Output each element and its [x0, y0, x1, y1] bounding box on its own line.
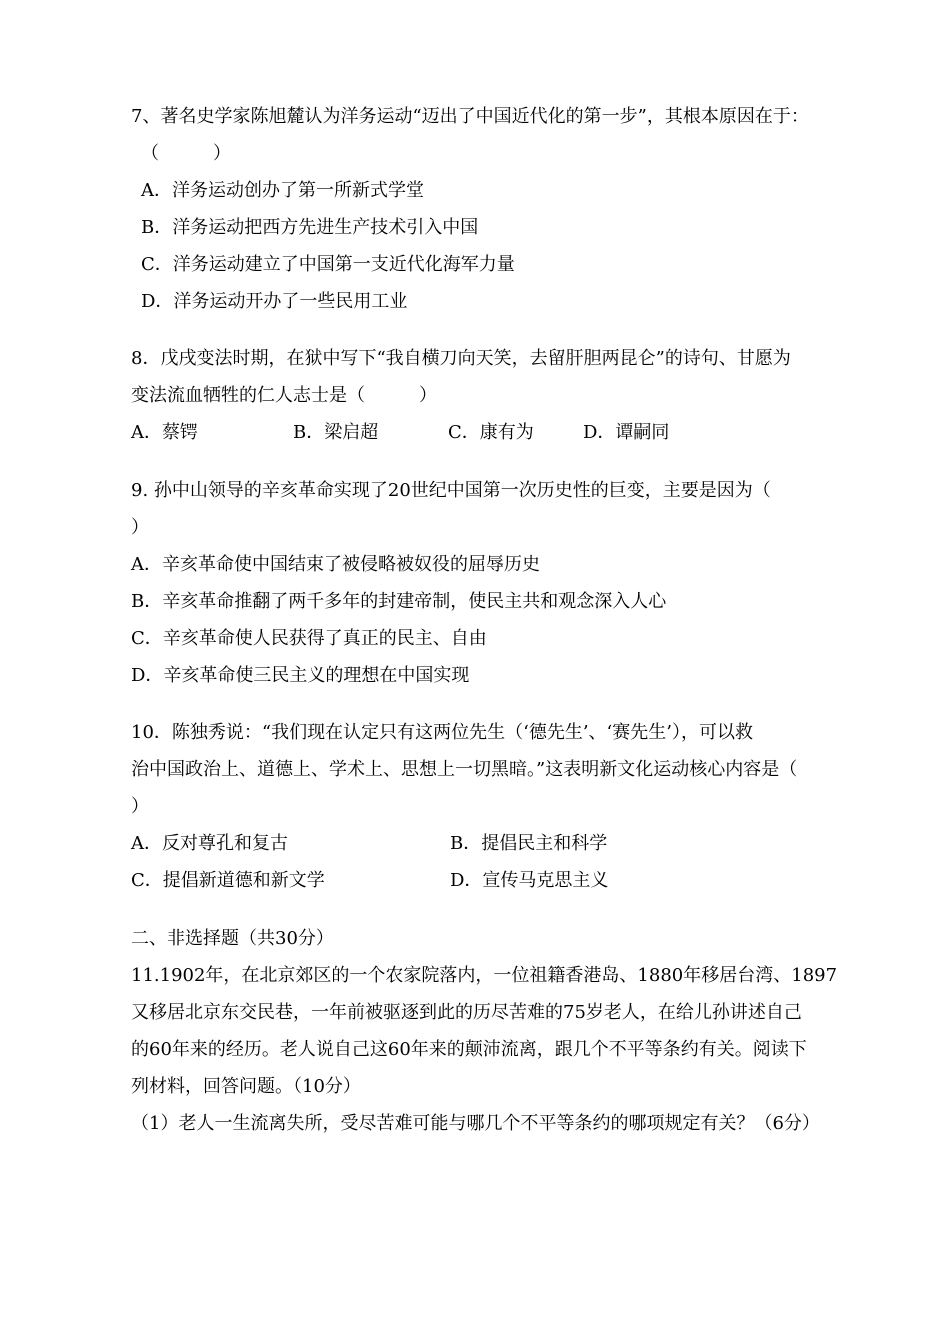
- q11-line4: 列材料，回答问题。（10分）: [131, 1076, 361, 1097]
- q10-option-c: C．提倡新道德和新文学: [131, 870, 325, 891]
- q9-option-b: B．辛亥革命推翻了两千多年的封建帝制，使民主共和观念深入人心: [131, 591, 667, 612]
- q11-line3: 的60年来的经历。老人说自己这60年来的颠沛流离，跟几个不平等条约有关。阅读下: [131, 1039, 807, 1060]
- q8-option-a: A．蔡锷: [131, 422, 198, 443]
- q11-line1: 11.1902年，在北京郊区的一个农家院落内，一位祖籍香港岛、1880年移居台湾、1897: [131, 965, 838, 986]
- q8-stem-line1: 8．戊戌变法时期，在狱中写下“我自横刀向天笑，去留肝胆两昆仑”的诗句、甘愿为: [131, 348, 791, 369]
- q8-option-b: B．梁启超: [293, 422, 379, 443]
- q9-stem-line2: ）: [131, 517, 149, 538]
- q8-option-c: C．康有为: [448, 422, 534, 443]
- q9-option-d: D．辛亥革命使三民主义的理想在中国实现: [131, 665, 470, 686]
- q7-option-a: A．洋务运动创办了第一所新式学堂: [141, 180, 424, 201]
- q7-option-b: B．洋务运动把西方先进生产技术引入中国: [141, 217, 479, 238]
- q7-stem-line1: 7、著名史学家陈旭麓认为洋务运动“迈出了中国近代化的第一步”，其根本原因在于：: [131, 106, 809, 127]
- q10-option-d: D．宣传马克思主义: [450, 870, 609, 891]
- q8-stem-line2: 变法流血牺牲的仁人志士是（ ）: [131, 385, 437, 406]
- q11-line2: 又移居北京东交民巷，一年前被驱逐到此的历尽苦难的75岁老人，在给儿孙讲述自己: [131, 1002, 802, 1023]
- q7-option-c: C．洋务运动建立了中国第一支近代化海军力量: [141, 254, 515, 275]
- q9-option-a: A．辛亥革命使中国结束了被侵略被奴役的屈辱历史: [131, 554, 540, 575]
- q10-stem-line1: 10．陈独秀说：“我们现在认定只有这两位先生（‘德先生’、‘赛先生’），可以救: [131, 722, 753, 743]
- q11-sub1: （1）老人一生流离失所，受尽苦难可能与哪几个不平等条约的哪项规定有关？（6分）: [131, 1113, 820, 1134]
- q9-option-c: C．辛亥革命使人民获得了真正的民主、自由: [131, 628, 487, 649]
- q10-stem-line2: 治中国政治上、道德上、学术上、思想上一切黑暗。”这表明新文化运动核心内容是（: [131, 759, 798, 780]
- q7-stem-line2: （ ）: [141, 143, 231, 164]
- q7-option-d: D．洋务运动开办了一些民用工业: [141, 291, 408, 312]
- q9-stem-line1: 9. 孙中山领导的辛亥革命实现了20世纪中国第一次历史性的巨变，主要是因为（: [131, 480, 771, 501]
- section2-heading: 二、非选择题（共30分）: [131, 928, 334, 949]
- q8-option-d: D．谭嗣同: [583, 422, 670, 443]
- q10-option-b: B．提倡民主和科学: [450, 833, 608, 854]
- q10-option-a: A．反对尊孔和复古: [131, 833, 288, 854]
- q10-stem-line3: ）: [131, 796, 149, 817]
